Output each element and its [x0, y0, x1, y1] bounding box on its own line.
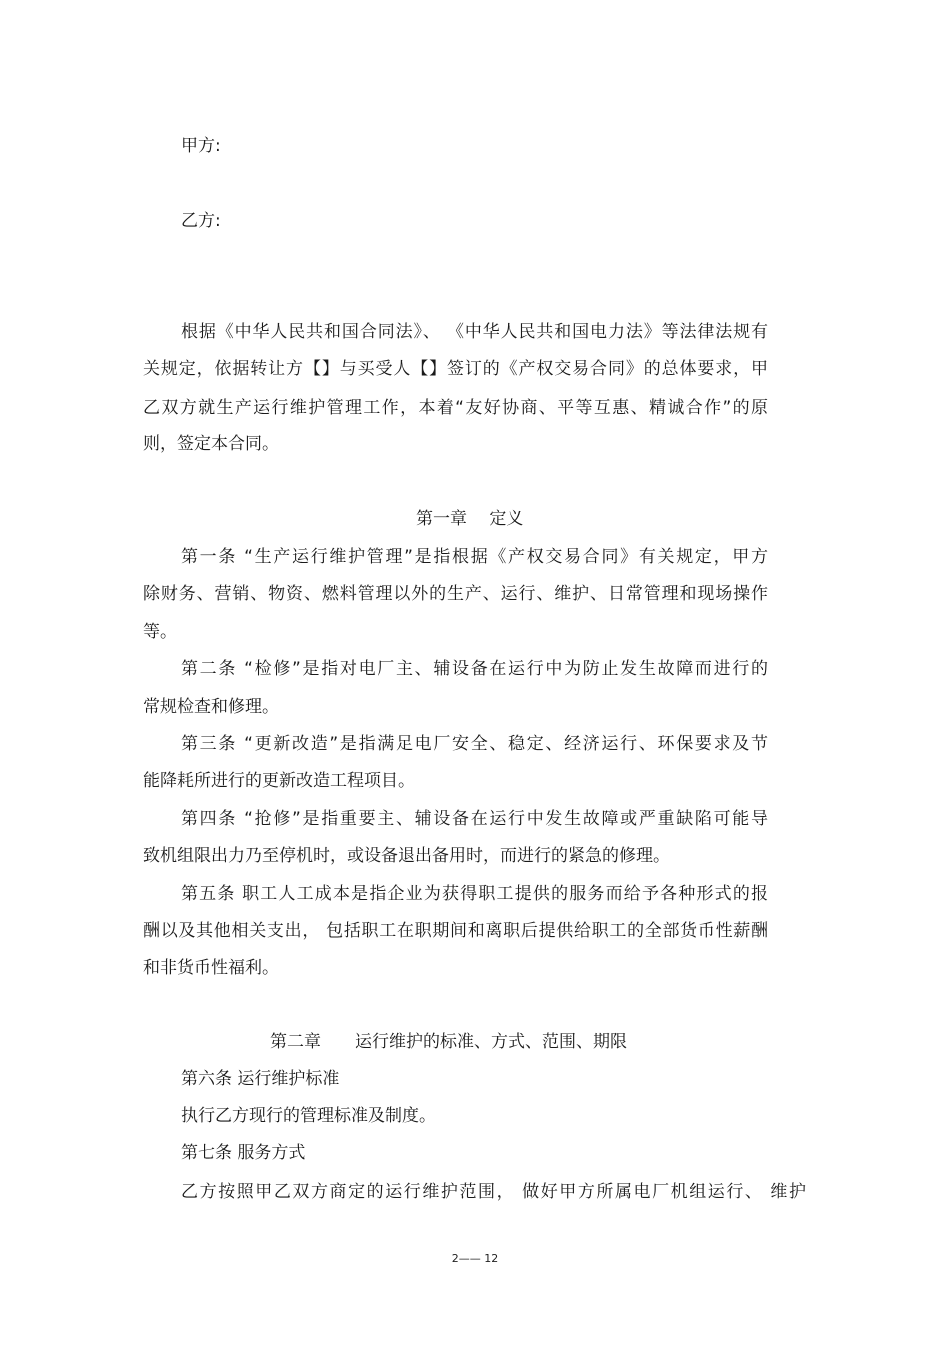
party-a-label: 甲方:: [181, 136, 221, 156]
article-4-line: 第四条 “抢修”是指重要主、辅设备在运行中发生故障或严重缺陷可能导: [181, 809, 768, 829]
article-1-line: 第一条 “生产运行维护管理”是指根据《产权交易合同》有关规定，甲方: [181, 547, 768, 567]
article-5-line: 和非货币性福利。: [143, 958, 279, 978]
article-7-title: 第七条 服务方式: [181, 1143, 306, 1163]
chapter-1-title: 第一章 定义: [416, 509, 524, 529]
article-2-line: 第二条 “检修”是指对电厂主、辅设备在运行中为防止发生故障而进行的: [181, 659, 768, 679]
page-number: 2—— 12: [451, 1252, 499, 1265]
preamble-line: 乙双方就生产运行维护管理工作，本着“友好协商、平等互惠、精诚合作”的原: [143, 398, 768, 418]
article-6-body: 执行乙方现行的管理标准及制度。: [181, 1106, 436, 1126]
article-4-line: 致机组限出力乃至停机时，或设备退出备用时，而进行的紧急的修理。: [143, 846, 670, 866]
article-5-line: 酬以及其他相关支出， 包括职工在职期间和离职后提供给职工的全部货币性薪酬: [143, 921, 768, 941]
preamble-line: 根据《中华人民共和国合同法》、 《中华人民共和国电力法》等法律法规有: [181, 322, 768, 342]
chapter-2-title: 第二章 运行维护的标准、方式、范围、期限: [270, 1032, 627, 1052]
article-2-line: 常规检查和修理。: [143, 697, 279, 717]
article-3-line: 第三条 “更新改造”是指满足电厂安全、稳定、经济运行、环保要求及节: [181, 734, 768, 754]
party-b-label: 乙方:: [181, 211, 221, 231]
article-1-line: 等。: [143, 622, 177, 642]
article-7-body: 乙方按照甲乙双方商定的运行维护范围， 做好甲方所属电厂机组运行、 维护: [181, 1182, 806, 1202]
article-3-line: 能降耗所进行的更新改造工程项目。: [143, 771, 415, 791]
preamble-line: 关规定，依据转让方【】与买受人【】签订的《产权交易合同》的总体要求，甲: [143, 359, 768, 379]
article-6-title: 第六条 运行维护标准: [181, 1069, 340, 1089]
article-5-line: 第五条 职工人工成本是指企业为获得职工提供的服务而给予各种形式的报: [181, 884, 768, 904]
preamble-line: 则，签定本合同。: [143, 434, 279, 454]
article-1-line: 除财务、营销、物资、燃料管理以外的生产、运行、维护、日常管理和现场操作: [143, 584, 768, 604]
